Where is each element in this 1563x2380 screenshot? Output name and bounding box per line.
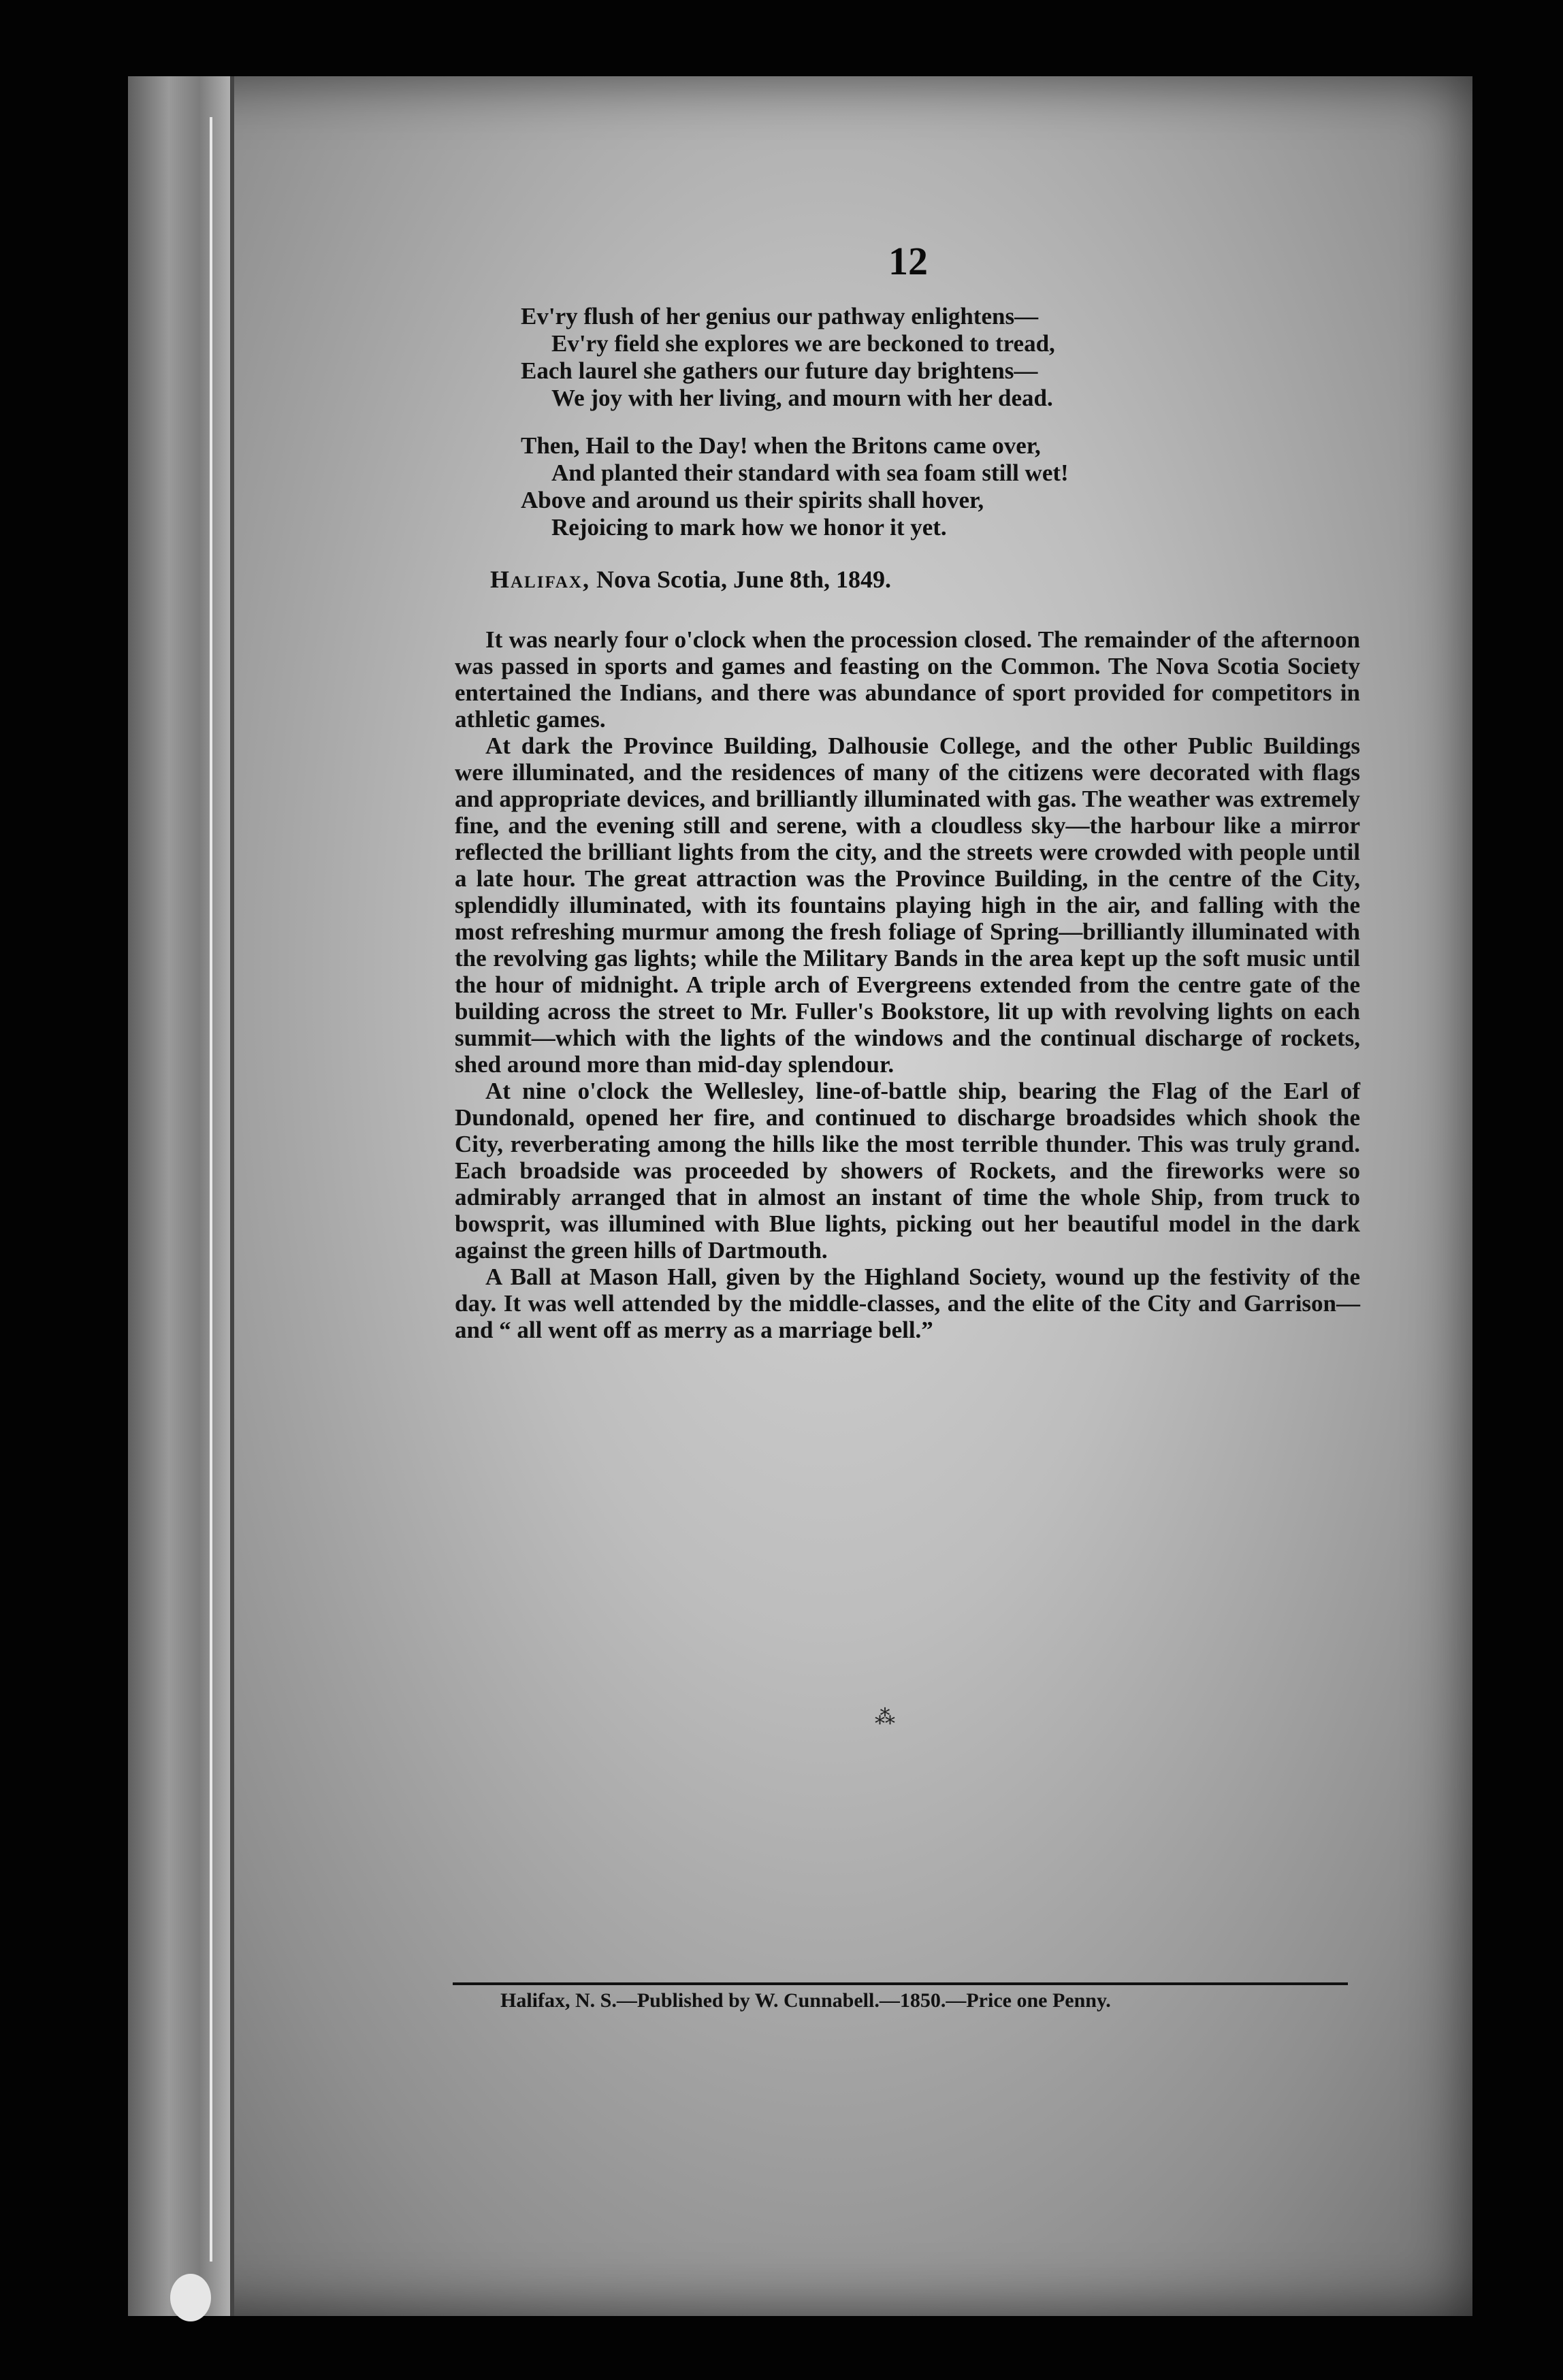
poem-line: Above and around us their spirits shall hover, bbox=[521, 487, 984, 513]
footer-rule bbox=[453, 1982, 1348, 1985]
paper-stain bbox=[170, 2274, 211, 2321]
page-number: 12 bbox=[888, 239, 928, 283]
spine-highlight bbox=[210, 117, 212, 2262]
imprint-line: Halifax, N. S.—Published by W. Cunnabell.—1850.—Price one Penny. bbox=[500, 1989, 1111, 2012]
poem-line: Rejoicing to mark how we honor it yet. bbox=[551, 514, 947, 541]
page-spine bbox=[128, 76, 234, 2316]
poem-line: Ev'ry field she explores we are beckoned to tread, bbox=[551, 330, 1055, 357]
paragraph: At nine o'clock the Wellesley, line-of-battle ship, bearing the Flag of the Earl of Dundonald, opened her fire, and continued to discharge broadsides which shook the City, reverberating among the hills like the most terrible thunder. This was truly grand. Each broadside was proceeded by showers of Rockets, and the fireworks were so admirably arranged that in almost an instant of time the whole Ship, from truck to bowsprit, was illumined with Blue lights, picking out her beautiful model in the dark against the green hills of Dartmouth. bbox=[455, 1078, 1360, 1264]
poem-line: Each laurel she gathers our future day brightens— bbox=[521, 357, 1038, 384]
poem-line: Ev'ry flush of her genius our pathway enlightens— bbox=[521, 303, 1039, 329]
paragraph: It was nearly four o'clock when the procession closed. The remainder of the afternoon was passed in sports and games and feasting on the Common. The Nova Scotia Society entertained the Indians, and there was abundance of sport provided for competitors in athletic games. bbox=[455, 626, 1360, 733]
paragraph: A Ball at Mason Hall, given by the Highland Society, wound up the festivity of the day. It was well attended by the middle-classes, and the elite of the City and Garrison—and “ all went off as merry as a marriage bell.” bbox=[455, 1264, 1360, 1343]
article-body bbox=[455, 626, 1360, 1343]
poem bbox=[521, 303, 1406, 541]
dateline bbox=[490, 565, 891, 594]
ornament-icon: ⁂ bbox=[875, 1706, 895, 1728]
stanza-gap bbox=[521, 412, 1406, 432]
paragraph: At dark the Province Building, Dalhousie College, and the other Public Buildings were illuminated, and the residences of many of the citizens were decorated with flags and appropriate devices, and brilliantly illuminated with gas. The weather was extremely fine, and the evening still and serene, with a cloudless sky—the harbour like a mirror reflected the brilliant lights from the city, and the streets were crowded with people until a late hour. The great attraction was the Province Building, in the centre of the City, splendidly illuminated, with its fountains playing high in the air, and falling with the most refreshing murmur among the fresh foliage of Spring—brilliantly illuminated with the revolving gas lights; while the Military Bands in the area kept up the soft music until the hour of midnight. A triple arch of Evergreens extended from the centre gate of the building across the street to Mr. Fuller's Bookstore, lit up with revolving lights on each summit—which with the lights of the windows and the continual discharge of rockets, shed around more than mid-day splendour. bbox=[455, 733, 1360, 1078]
dateline-date: Nova Scotia, June 8th, 1849. bbox=[596, 566, 892, 593]
poem-line: And planted their standard with sea foam still wet! bbox=[551, 460, 1069, 486]
poem-line: Then, Hail to the Day! when the Britons came over, bbox=[521, 432, 1041, 459]
poem-line: We joy with her living, and mourn with her dead. bbox=[551, 385, 1053, 411]
dateline-place: Halifax, bbox=[490, 566, 590, 593]
